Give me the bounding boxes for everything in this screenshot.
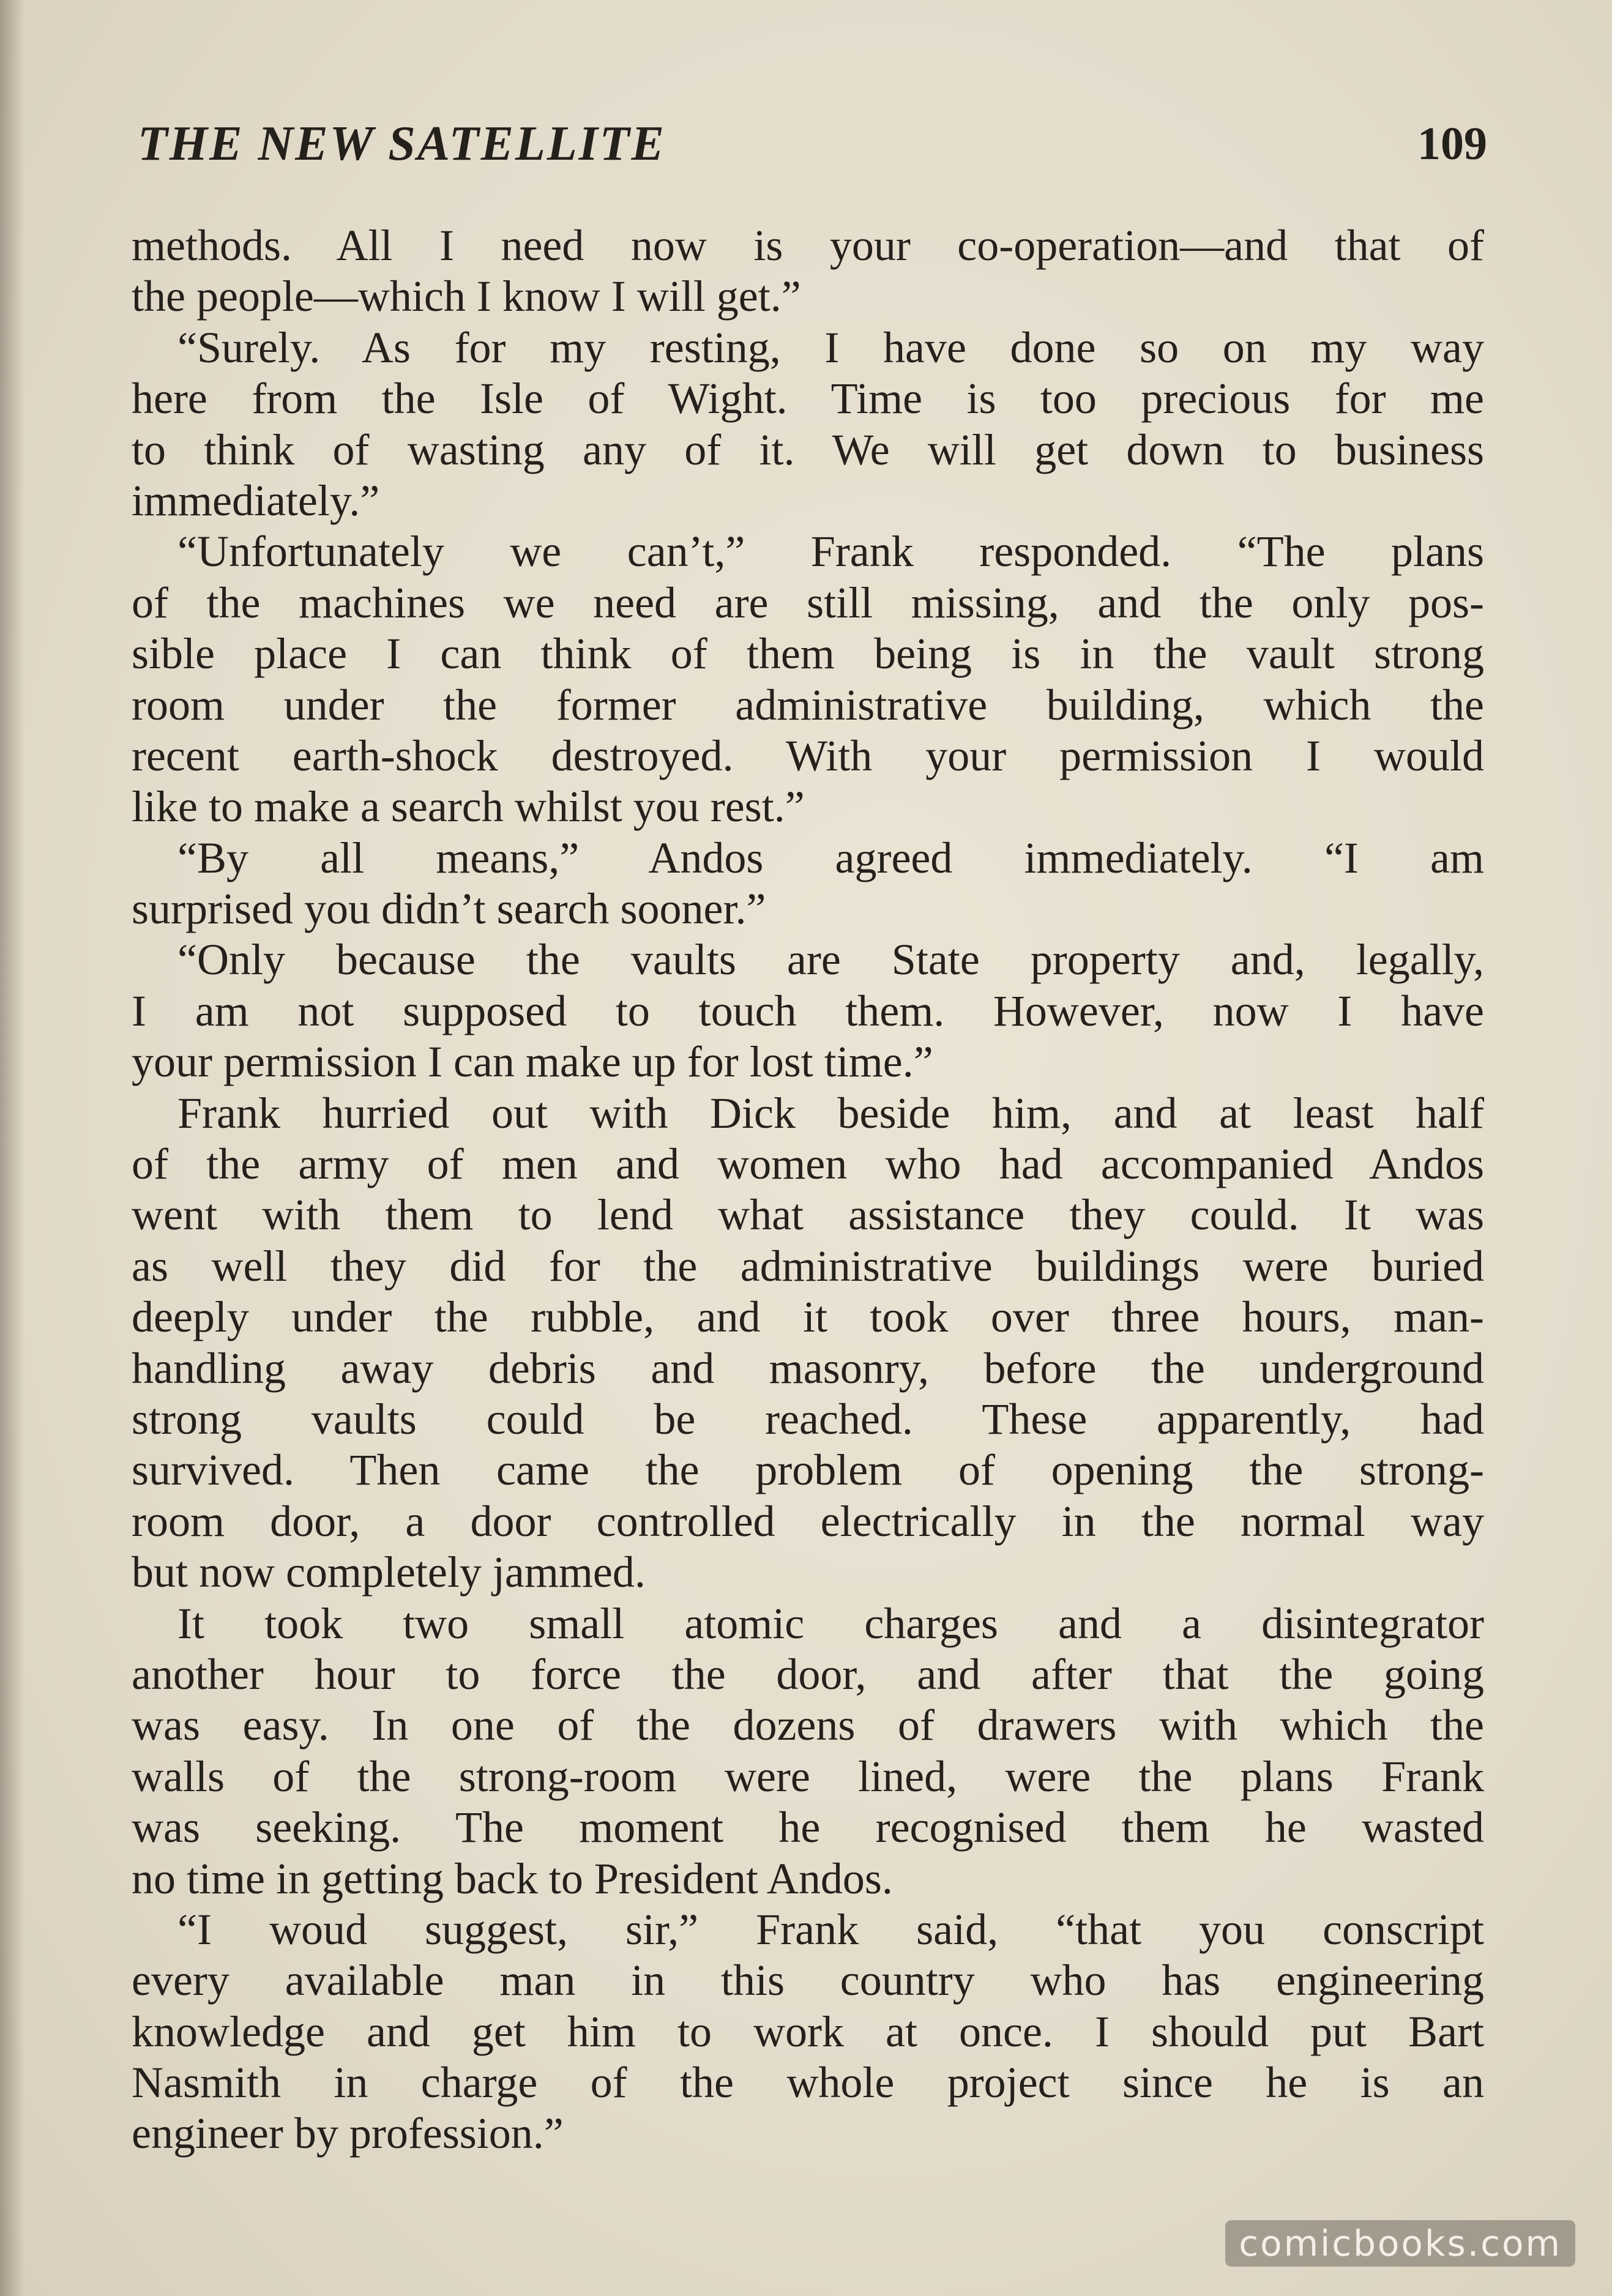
text-line: like to make a search whilst you rest.” (132, 782, 805, 832)
text-line: surprised you didn’t search sooner.” (132, 884, 766, 934)
text-line: Frank hurried out with Dick beside him, and at least half (177, 1088, 1484, 1138)
text-line: of the army of men and women who had accompanied Andos (132, 1139, 1484, 1189)
text-line: your permission I can make up for lost time.” (132, 1037, 933, 1087)
text-line: went with them to lend what assistance they could. It was (132, 1190, 1484, 1240)
text-line: “Surely. As for my resting, I have done so on my way (177, 322, 1484, 372)
text-line: walls of the strong-room were lined, were the plans Frank (132, 1751, 1484, 1801)
text-line: I am not supposed to touch them. However, now I have (132, 986, 1484, 1035)
text-line: room under the former administrative building, which the (132, 680, 1484, 729)
text-line: was seeking. The moment he recognised them he wasted (132, 1803, 1484, 1852)
text-line: methods. All I need now is your co-operation—and that of (132, 221, 1484, 270)
running-title: THE NEW SATELLITE (138, 117, 666, 171)
text-line: of the machines we need are still missing, and the only pos- (132, 578, 1484, 627)
text-line: strong vaults could be reached. These apparently, had (132, 1394, 1484, 1444)
binding-shadow (0, 0, 24, 2296)
text-line: engineer by profession.” (132, 2109, 564, 2158)
text-line: was easy. In one of the dozens of drawers with which the (132, 1701, 1484, 1750)
text-line: the people—which I know I will get.” (132, 272, 801, 321)
text-line: Nasmith in charge of the whole project since he is an (132, 2058, 1484, 2108)
text-line: deeply under the rubble, and it took over three hours, man- (132, 1292, 1484, 1342)
text-line: as well they did for the administrative buildings were buried (132, 1241, 1484, 1291)
text-line: survived. Then came the problem of opening the strong- (132, 1445, 1484, 1495)
watermark: comicbooks.com (1225, 2220, 1575, 2267)
text-line: sible place I can think of them being is in the vault strong (132, 629, 1484, 679)
text-line: knowledge and get him to work at once. I should put Bart (132, 2007, 1484, 2056)
text-line: recent earth-shock destroyed. With your permission I would (132, 731, 1484, 780)
text-line: no time in getting back to President Andos. (132, 1854, 893, 1903)
body-text (132, 220, 1484, 2160)
text-line: immediately.” (132, 475, 380, 525)
text-line: “Unfortunately we can’t,” Frank responded. “The plans (177, 527, 1484, 576)
text-line: another hour to force the door, and after that the going (132, 1649, 1484, 1699)
text-line: here from the Isle of Wight. Time is too precious for me (132, 374, 1484, 423)
text-line: “I woud suggest, sir,” Frank said, “that you conscript (177, 1904, 1484, 1954)
text-line: but now completely jammed. (132, 1548, 646, 1597)
text-line: every available man in this country who has engineering (132, 1956, 1484, 2005)
text-line: It took two small atomic charges and a disintegrator (177, 1598, 1484, 1648)
text-line: handling away debris and masonry, before the underground (132, 1343, 1484, 1393)
text-line: “By all means,” Andos agreed immediately. “I am (177, 833, 1484, 882)
text-line: room door, a door controlled electrically in the normal way (132, 1496, 1484, 1546)
text-line: “Only because the vaults are State property and, legally, (177, 935, 1484, 985)
text-line: to think of wasting any of it. We will get down to business (132, 425, 1484, 474)
page-header (138, 110, 1487, 177)
page-number: 109 (1417, 118, 1487, 170)
